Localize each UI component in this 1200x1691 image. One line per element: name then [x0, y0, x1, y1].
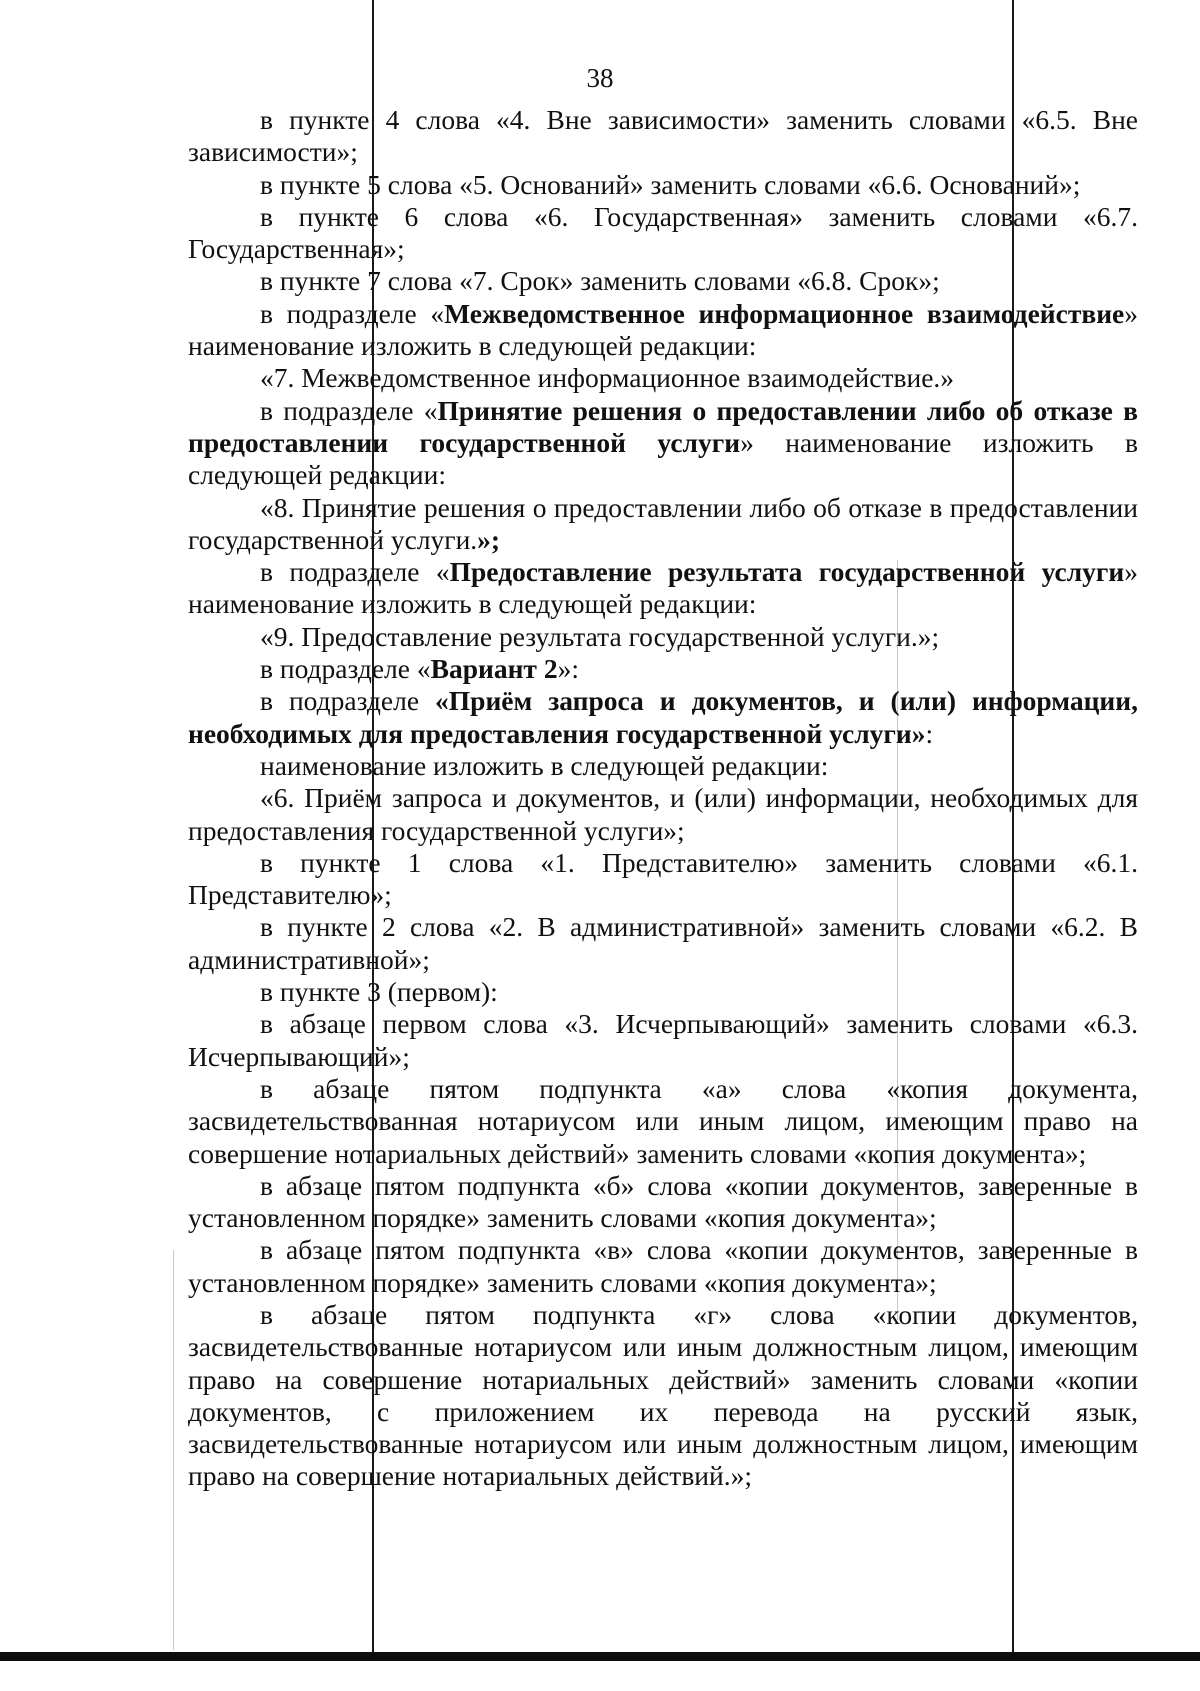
paragraph: [188, 847, 1138, 912]
paragraph-run: в абзаце пятом подпункта «г» слова «копии документов, засвидетельствованные нотариусом или иным должностным лицом, имеющим право на совершение нотариальных действий» заменить словами «копии документов, с приложением их перевода на русский язык, засвидетельствованные нотариусом или иным должностным лицом, имеющим право на совершение нотариальных действий.»;: [188, 1298, 1138, 1492]
paragraph-run: «8. Принятие решения о предоставлении либо об отказе в предоставлении государственной услуги.: [188, 491, 1138, 555]
paragraph-run: в абзаце пятом подпункта «б» слова «копии документов, заверенные в установленном порядке» заменить словами «копия документа»;: [188, 1169, 1138, 1234]
paragraph: [188, 976, 1138, 1008]
paragraph: [188, 362, 1138, 394]
paragraph-run: наименование изложить в следующей редакции:: [260, 749, 829, 781]
paragraph: [188, 169, 1138, 201]
paragraph-run: :: [925, 717, 934, 749]
paragraph-bold-run: Предоставление результата государственной услуги: [449, 556, 1125, 588]
paragraph-bold-run: Межведомственное информационное взаимодействие: [444, 297, 1125, 329]
paragraph-run: » наименование изложить в следующей редакции:: [188, 426, 1138, 491]
paragraph: [188, 201, 1138, 266]
paragraph: [188, 492, 1138, 557]
document-body: [188, 104, 1138, 1493]
paragraph: [188, 782, 1138, 847]
paragraph-run: » наименование изложить в следующей редакции:: [188, 556, 1138, 620]
paragraph-run: в пункте 7 слова «7. Срок» заменить словами «6.8. Срок»;: [260, 265, 940, 297]
paragraph: [188, 911, 1138, 976]
paragraph-bold-run: »;: [477, 523, 501, 555]
paragraph-run: «7. Межведомственное информационное взаимодействие.»: [260, 362, 955, 394]
paragraph-run: в подразделе «: [260, 653, 431, 685]
paragraph: [188, 1170, 1138, 1235]
paragraph-run: в подразделе: [260, 685, 436, 717]
paragraph: [188, 395, 1138, 492]
paragraph: [188, 1299, 1138, 1493]
paragraph: [188, 298, 1138, 363]
paragraph-run: в пункте 1 слова «1. Представителю» заменить словами «6.1. Представителю»;: [188, 846, 1138, 911]
paragraph-run: «9. Предоставление результата государственной услуги.»;: [260, 620, 940, 652]
paragraph: [188, 653, 1138, 685]
paragraph-run: в пункте 5 слова «5. Оснований» заменить словами «6.6. Оснований»;: [260, 168, 1081, 200]
paragraph-run: в пункте 4 слова «4. Вне зависимости» заменить словами «6.5. Вне зависимости»;: [188, 104, 1138, 168]
paragraph: [188, 104, 1138, 169]
paragraph-run: в абзаце пятом подпункта «а» слова «копия документа, засвидетельствованная нотариусом или иным лицом, имеющим право на совершение нотариальных действий» заменить словами «копия документа»;: [188, 1072, 1138, 1169]
paragraph-run: «6. Приём запроса и документов, и (или) информации, необходимых для предоставления государственной услуги»;: [188, 782, 1138, 846]
page-number: 38: [586, 63, 614, 93]
paragraph: [188, 556, 1138, 621]
paragraph: [188, 265, 1138, 297]
paragraph-run: в подразделе «: [260, 297, 445, 329]
scan-bottom-edge: [0, 1652, 1200, 1661]
paragraph-bold-run: «Приём запроса и документов, и (или) информации, необходимых для предоставления государственной услуги»: [188, 685, 1138, 749]
paragraph: [188, 1234, 1138, 1299]
scan-artifact-line-faint: [173, 1250, 174, 1650]
paragraph-bold-run: Принятие решения о предоставлении либо об отказе в предоставлении государственной услуги: [188, 394, 1138, 458]
paragraph: [188, 1008, 1138, 1073]
paragraph-run: » наименование изложить в следующей редакции:: [188, 297, 1138, 362]
paragraph-run: в пункте 3 (первом):: [260, 976, 498, 1008]
paragraph-run: в подразделе «: [260, 394, 438, 426]
paragraph-run: в абзаце первом слова «3. Исчерпывающий» заменить словами «6.3. Исчерпывающий»;: [188, 1008, 1138, 1072]
paragraph: [188, 750, 1138, 782]
paragraph-run: в абзаце пятом подпункта «в» слова «копии документов, заверенные в установленном порядке» заменить словами «копия документа»;: [188, 1234, 1138, 1298]
paragraph-run: в пункте 6 слова «6. Государственная» заменить словами «6.7. Государственная»;: [188, 200, 1138, 265]
paragraph-run: в пункте 2 слова «2. В административной» заменить словами «6.2. В административной»;: [188, 911, 1138, 975]
paragraph: [188, 1073, 1138, 1170]
paragraph-run: »:: [557, 653, 579, 685]
paragraph: [188, 621, 1138, 653]
paragraph: [188, 685, 1138, 750]
paragraph-bold-run: Вариант 2: [430, 653, 558, 685]
paragraph-run: в подразделе «: [260, 556, 450, 588]
